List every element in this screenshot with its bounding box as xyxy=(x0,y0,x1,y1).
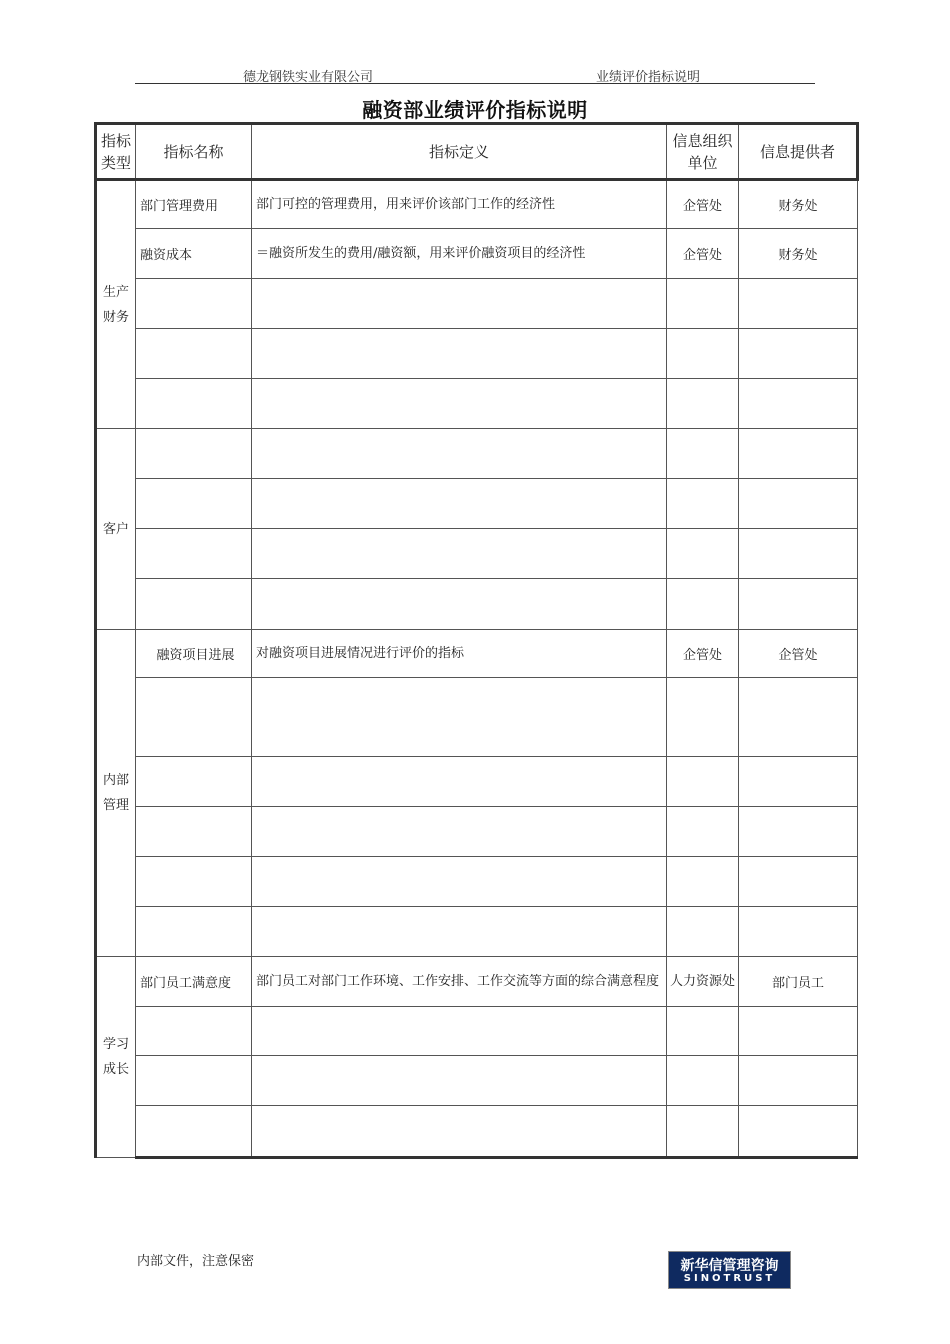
indicator-unit: 人力资源处 xyxy=(667,957,739,1007)
indicator-definition xyxy=(252,529,667,579)
indicator-unit xyxy=(667,1106,739,1158)
indicator-provider xyxy=(739,579,858,630)
indicator-unit: 企管处 xyxy=(667,180,739,229)
indicator-unit xyxy=(667,479,739,529)
table-row xyxy=(96,857,858,907)
table-row xyxy=(96,1007,858,1056)
indicator-name xyxy=(136,279,252,329)
indicator-unit xyxy=(667,907,739,957)
indicator-definition xyxy=(252,678,667,757)
col-header-name: 指标名称 xyxy=(136,124,252,180)
page-title: 融资部业绩评价指标说明 xyxy=(362,98,588,122)
indicator-name: 融资成本 xyxy=(136,229,252,279)
indicator-definition: 部门可控的管理费用，用来评价该部门工作的经济性 xyxy=(252,180,667,229)
col-header-provider: 信息提供者 xyxy=(739,124,858,180)
indicator-unit xyxy=(667,678,739,757)
indicator-definition xyxy=(252,1106,667,1158)
indicator-unit xyxy=(667,579,739,630)
indicator-table xyxy=(94,122,859,1159)
table-row xyxy=(96,807,858,857)
indicator-provider: 财务处 xyxy=(739,229,858,279)
section-type-production-finance: 生产财务 xyxy=(96,180,136,429)
indicator-unit xyxy=(667,757,739,807)
indicator-definition xyxy=(252,757,667,807)
indicator-definition xyxy=(252,379,667,429)
header-company: 德龙钢铁实业有限公司 xyxy=(243,70,374,85)
table-row xyxy=(96,907,858,957)
indicator-definition xyxy=(252,1007,667,1056)
indicator-definition xyxy=(252,429,667,479)
indicator-unit xyxy=(667,807,739,857)
sinotrust-logo xyxy=(668,1251,791,1289)
table-row xyxy=(96,678,858,757)
indicator-definition: 部门员工对部门工作环境、工作安排、工作交流等方面的综合满意程度 xyxy=(252,957,667,1007)
indicator-unit xyxy=(667,279,739,329)
table-row xyxy=(96,329,858,379)
indicator-definition: 对融资项目进展情况进行评价的指标 xyxy=(252,630,667,678)
col-header-definition: 指标定义 xyxy=(252,124,667,180)
table-row xyxy=(96,279,858,329)
indicator-provider xyxy=(739,479,858,529)
table-row xyxy=(96,479,858,529)
indicator-definition: ＝融资所发生的费用/融资额，用来评价融资项目的经济性 xyxy=(252,229,667,279)
indicator-unit xyxy=(667,329,739,379)
indicator-unit xyxy=(667,857,739,907)
indicator-definition xyxy=(252,1056,667,1106)
indicator-definition xyxy=(252,579,667,630)
indicator-provider xyxy=(739,1106,858,1158)
table-row xyxy=(96,180,858,229)
indicator-name xyxy=(136,1056,252,1106)
indicator-provider: 部门员工 xyxy=(739,957,858,1007)
section-type-learning-growth: 学习成长 xyxy=(96,957,136,1158)
indicator-unit xyxy=(667,379,739,429)
section-type-customer: 客户 xyxy=(96,429,136,630)
section-type-internal-management: 内部管理 xyxy=(96,630,136,957)
indicator-provider xyxy=(739,857,858,907)
indicator-name: 融资项目进展 xyxy=(136,630,252,678)
indicator-name: 部门员工满意度 xyxy=(136,957,252,1007)
indicator-definition xyxy=(252,807,667,857)
indicator-definition xyxy=(252,329,667,379)
logo-text-cn: 新华信管理咨询 xyxy=(680,1258,779,1274)
table-row xyxy=(96,229,858,279)
col-header-unit: 信息组织单位 xyxy=(667,124,739,180)
indicator-provider xyxy=(739,329,858,379)
logo-text-en: SINOTRUST xyxy=(683,1273,776,1284)
table-row xyxy=(96,1106,858,1158)
indicator-provider xyxy=(739,379,858,429)
indicator-provider xyxy=(739,907,858,957)
table-row xyxy=(96,757,858,807)
indicator-provider xyxy=(739,429,858,479)
table-row xyxy=(96,529,858,579)
indicator-unit: 企管处 xyxy=(667,229,739,279)
table-row xyxy=(96,429,858,479)
indicator-name xyxy=(136,429,252,479)
indicator-name xyxy=(136,807,252,857)
indicator-name xyxy=(136,329,252,379)
indicator-unit xyxy=(667,1007,739,1056)
indicator-unit: 企管处 xyxy=(667,630,739,678)
indicator-provider xyxy=(739,757,858,807)
indicator-provider xyxy=(739,678,858,757)
indicator-name xyxy=(136,529,252,579)
table-row xyxy=(96,630,858,678)
indicator-name xyxy=(136,479,252,529)
indicator-name xyxy=(136,907,252,957)
indicator-unit xyxy=(667,529,739,579)
header-doc-name: 业绩评价指标说明 xyxy=(596,70,701,85)
indicator-name xyxy=(136,379,252,429)
table-row xyxy=(96,957,858,1007)
indicator-name xyxy=(136,1007,252,1056)
indicator-definition xyxy=(252,907,667,957)
indicator-definition xyxy=(252,279,667,329)
indicator-provider xyxy=(739,279,858,329)
indicator-name xyxy=(136,757,252,807)
indicator-name xyxy=(136,857,252,907)
indicator-provider xyxy=(739,529,858,579)
table-row xyxy=(96,579,858,630)
indicator-unit xyxy=(667,1056,739,1106)
indicator-provider xyxy=(739,1056,858,1106)
indicator-name: 部门管理费用 xyxy=(136,180,252,229)
indicator-name xyxy=(136,579,252,630)
col-header-type: 指标类型 xyxy=(96,124,136,180)
indicator-provider: 财务处 xyxy=(739,180,858,229)
indicator-unit xyxy=(667,429,739,479)
indicator-provider xyxy=(739,1007,858,1056)
table-row xyxy=(96,379,858,429)
indicator-definition xyxy=(252,479,667,529)
indicator-name xyxy=(136,678,252,757)
table-row xyxy=(96,1056,858,1106)
indicator-provider: 企管处 xyxy=(739,630,858,678)
header-rule xyxy=(135,83,815,84)
indicator-definition xyxy=(252,857,667,907)
indicator-name xyxy=(136,1106,252,1158)
indicator-provider xyxy=(739,807,858,857)
confidential-note: 内部文件，注意保密 xyxy=(137,1254,255,1269)
